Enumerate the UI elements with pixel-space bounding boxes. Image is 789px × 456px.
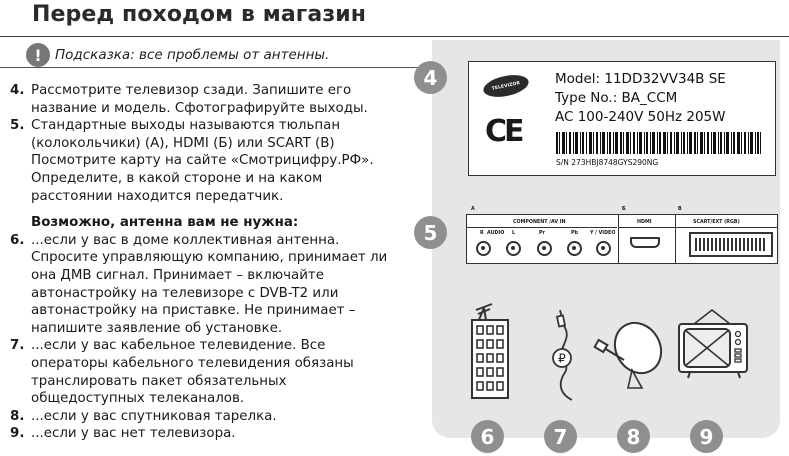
badge-8: 8 xyxy=(617,420,650,453)
satellite-dish-icon xyxy=(595,314,670,388)
scart-port xyxy=(689,232,773,257)
step-number: 9. xyxy=(10,426,25,442)
list-item xyxy=(10,425,398,443)
brand-logo: TELEVIZOR xyxy=(481,71,530,100)
rca-jack xyxy=(506,241,521,256)
scart-label: SCART/EXT (RGB) xyxy=(693,220,740,225)
list-item xyxy=(10,408,398,426)
tv-ports-diagram xyxy=(466,207,778,264)
badge-9: 9 xyxy=(690,420,723,453)
step-text: ...если у вас нет телевизора. xyxy=(31,426,236,442)
type-text: Type No.: BA_CCM xyxy=(555,90,678,106)
list-item xyxy=(10,117,398,205)
badge-7: 7 xyxy=(544,420,577,453)
hint-text: Подсказка: все проблемы от антенны. xyxy=(55,47,330,63)
step-text: ...если у вас кабельное телевидение. Все операторы кабельного телевидения обязаны транслировать пакет обязательных общедоступных телеканалов. xyxy=(31,338,354,407)
jack-label-pr: Pr xyxy=(539,231,545,236)
ports-divider xyxy=(467,227,617,228)
hint-divider xyxy=(0,67,418,68)
badge-6: 6 xyxy=(471,420,504,453)
jack-label-y-video: Y / VIDEO xyxy=(590,231,616,236)
rca-jack xyxy=(476,241,491,256)
step-text: ...если у вас в доме коллективная антенна. Спросите управляющую компанию, принимает ли она ДМВ сигнал. Принимает – включайте автонастройку на телевизоре с DVB-T2 или автонастройку на приставке. Не принимает – напишите заявление об установке. xyxy=(31,232,388,336)
section-v-label: В xyxy=(678,207,682,212)
badge-4: 4 xyxy=(414,61,447,94)
section-b-label: Б xyxy=(622,207,626,212)
model-text: Model: 11DD32VV34B SE xyxy=(555,71,726,87)
barcode xyxy=(556,132,761,154)
step-number: 6. xyxy=(10,232,25,248)
jack-label-l: L xyxy=(512,231,516,236)
tv-rating-label xyxy=(468,61,776,176)
step-text: ...если у вас спутниковая тарелка. xyxy=(31,408,277,424)
rca-jack xyxy=(537,241,552,256)
step-number: 7. xyxy=(10,338,25,354)
jack-label-pb: Pb xyxy=(571,231,578,236)
list-item xyxy=(10,232,398,338)
subheading: Возможно, антенна вам не нужна: xyxy=(31,215,299,231)
ports-divider xyxy=(618,215,619,263)
section-a-label: A xyxy=(471,207,475,212)
exclamation-icon: ! xyxy=(26,43,50,67)
step-text: Стандартные выходы называются тюльпан (колокольчики) (A), HDMI (Б) или SCART (B) Посмотрите карту на сайте «Смотрицифру.РФ». Определите, в какой стороне и на каком расстоянии находится передатчик. xyxy=(31,118,374,204)
list-item xyxy=(10,337,398,407)
step-text: Рассмотрите телевизор сзади. Запишите его название и модель. Сфотографируйте выходы. xyxy=(31,83,368,116)
ports-divider xyxy=(675,215,676,263)
component-label: COMPONENT /AV IN xyxy=(513,220,566,225)
page-title: Перед походом в магазин xyxy=(32,2,367,27)
label-specs xyxy=(555,70,726,127)
step-number: 5. xyxy=(10,118,25,134)
crossed-tv-icon xyxy=(679,310,747,378)
ruble-sign: ₽ xyxy=(558,351,566,366)
hdmi-label: HDMI xyxy=(637,220,652,225)
power-text: AC 100-240V 50Hz 205W xyxy=(555,109,726,125)
ports-divider xyxy=(675,227,778,228)
title-divider xyxy=(0,36,789,37)
serial-number: S/N 273HBJ8748GYS290NG xyxy=(556,158,659,167)
rca-jack xyxy=(567,241,582,256)
step-number: 8. xyxy=(10,408,25,424)
step-number: 4. xyxy=(10,83,25,98)
list-item xyxy=(10,82,398,117)
rca-jack xyxy=(596,241,611,256)
jack-label-r: R xyxy=(480,231,484,236)
building-antenna-icon xyxy=(472,304,508,398)
ports-divider xyxy=(618,227,675,228)
hdmi-port xyxy=(630,237,660,248)
jack-label-audio: AUDIO xyxy=(487,231,505,236)
instruction-list xyxy=(10,82,398,443)
badge-5: 5 xyxy=(414,216,447,249)
icons-row xyxy=(432,290,780,440)
ce-mark: CE xyxy=(485,114,522,149)
hint xyxy=(26,43,329,67)
